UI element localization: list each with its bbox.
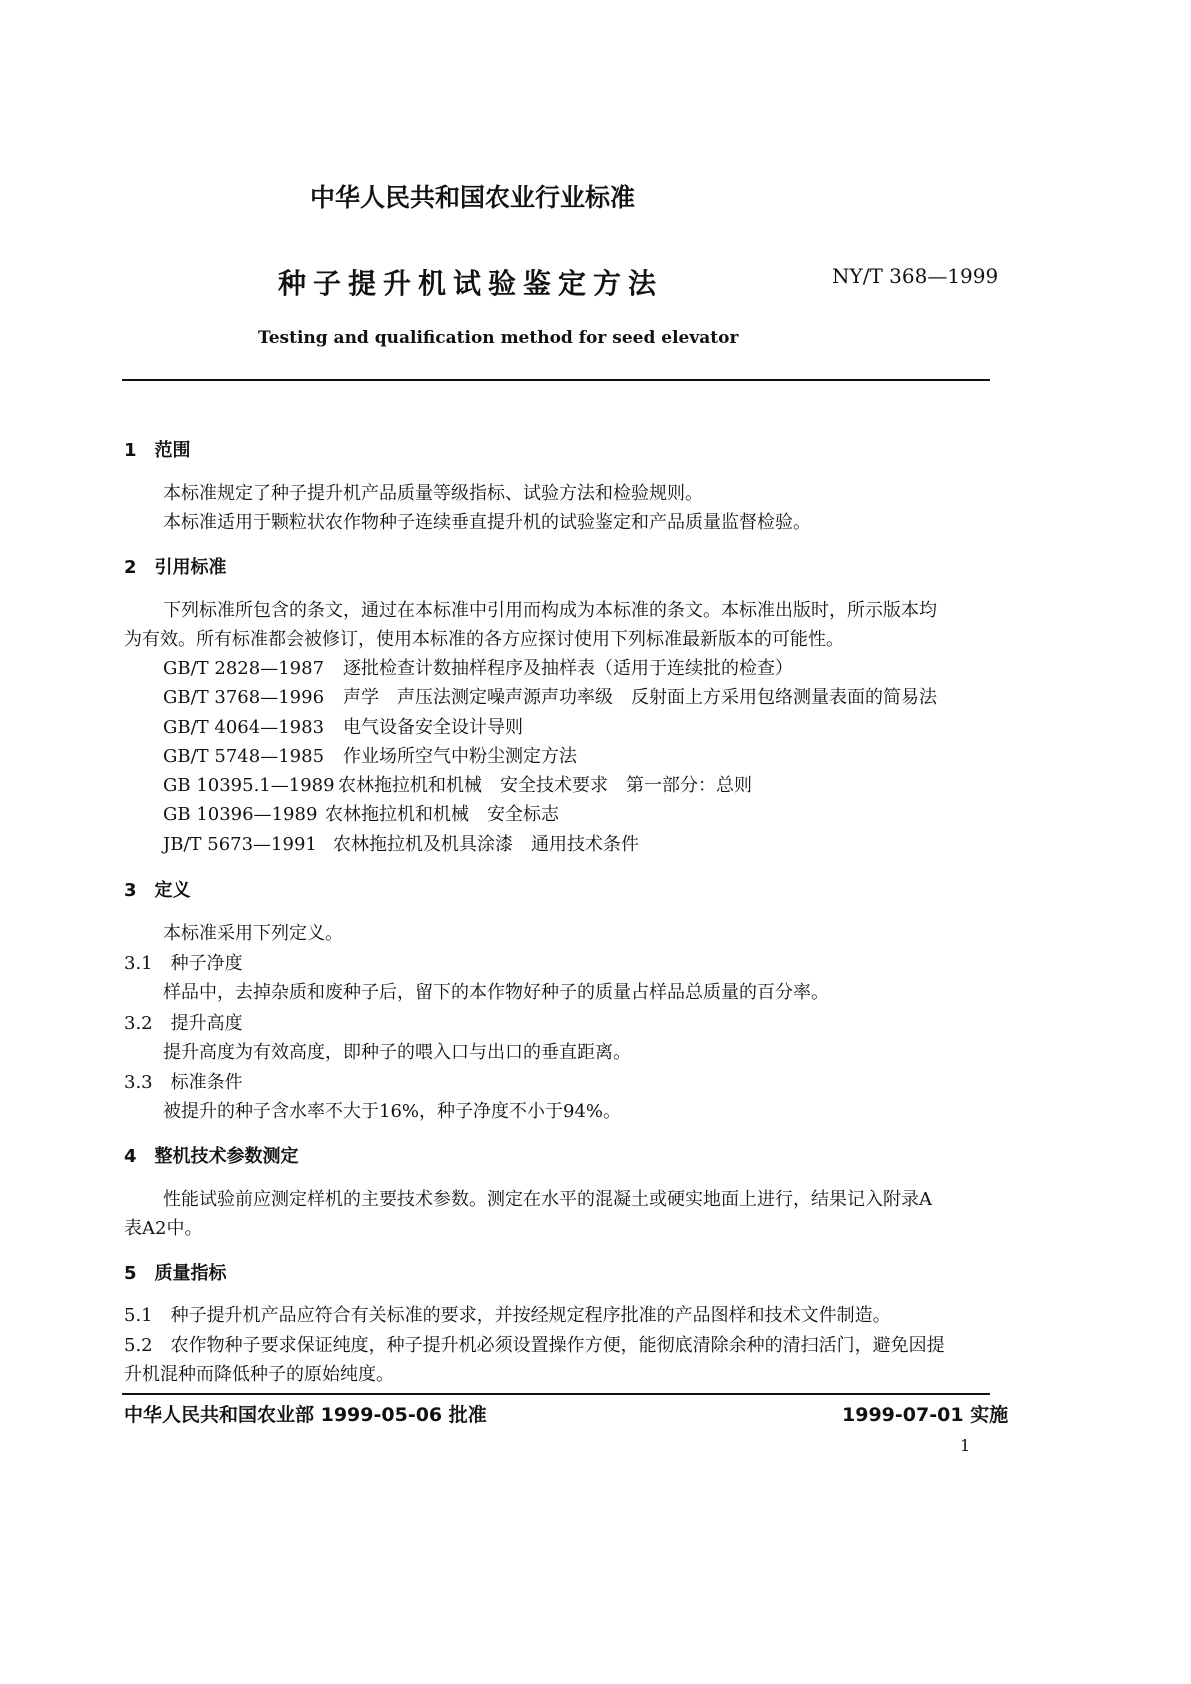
reference-code: GB 10395.1—1989 <box>163 775 335 796</box>
page-number: 1 <box>960 1436 971 1455</box>
reference-code: GB/T 5748—1985 <box>163 746 325 767</box>
reference-code: JB/T 5673—1991 <box>163 834 317 855</box>
implementation-date: 1999-07-01 实施 <box>842 1404 1009 1426</box>
reference-title: 电气设备安全设计导则 <box>343 717 523 738</box>
reference-code: GB/T 2828—1987 <box>163 658 325 679</box>
reference-title: 农林拖拉机和机械 安全技术要求 第一部分：总则 <box>338 775 752 796</box>
section-2-paragraph-line-1: 下列标准所包含的条文，通过在本标准中引用而构成为本标准的条文。本标准出版时，所示版本均 <box>163 600 937 621</box>
section-3-heading: 3 定义 <box>124 880 191 901</box>
reference-item <box>163 800 559 826</box>
approval-line: 中华人民共和国农业部 1999-05-06 批准 <box>124 1404 487 1426</box>
reference-code: GB 10396—1989 <box>163 804 318 825</box>
reference-code: GB/T 4064—1983 <box>163 717 325 738</box>
reference-item <box>163 713 523 739</box>
reference-title: 农林拖拉机和机械 安全标志 <box>325 804 559 825</box>
document-title-chinese: 种子提升机试验鉴定方法 <box>278 267 664 300</box>
footer-divider <box>122 1393 990 1395</box>
document-title-english: Testing and qualification method for seed elevator <box>258 328 739 348</box>
clause-3-3-text: 被提升的种子含水率不大于16%，种子净度不小于94%。 <box>163 1101 622 1122</box>
clause-3-1-title: 3.1 种子净度 <box>124 953 243 974</box>
section-2-paragraph-line-2: 为有效。所有标准都会被修订，使用本标准的各方应探讨使用下列标准最新版本的可能性。 <box>124 629 844 650</box>
reference-title: 声学 声压法测定噪声源声功率级 反射面上方采用包络测量表面的简易法 <box>343 687 937 708</box>
section-1-paragraph-1: 本标准规定了种子提升机产品质量等级指标、试验方法和检验规则。 <box>163 483 703 504</box>
reference-title: 逐批检查计数抽样程序及抽样表（适用于连续批的检查） <box>343 658 793 679</box>
section-4-paragraph-line-2: 表A2中。 <box>124 1218 203 1239</box>
section-4-paragraph-line-1: 性能试验前应测定样机的主要技术参数。测定在水平的混凝土或硬实地面上进行，结果记入附录A <box>163 1189 932 1210</box>
standard-code: NY/T 368—1999 <box>832 264 999 288</box>
reference-code: GB/T 3768—1996 <box>163 687 325 708</box>
clause-3-2-title: 3.2 提升高度 <box>124 1013 243 1034</box>
reference-item <box>163 742 577 768</box>
clause-3-1-text: 样品中，去掉杂质和废种子后，留下的本作物好种子的质量占样品总质量的百分率。 <box>163 982 829 1003</box>
reference-item <box>163 683 937 709</box>
issuing-organization-title: 中华人民共和国农业行业标准 <box>310 183 636 212</box>
reference-title: 农林拖拉机及机具涂漆 通用技术条件 <box>333 834 639 855</box>
section-1-heading: 1 范围 <box>124 440 191 461</box>
clause-5-2-line-2: 升机混种而降低种子的原始纯度。 <box>124 1364 394 1385</box>
section-4-heading: 4 整机技术参数测定 <box>124 1146 299 1167</box>
reference-item <box>163 830 639 856</box>
clause-3-2-text: 提升高度为有效高度，即种子的喂入口与出口的垂直距离。 <box>163 1042 631 1063</box>
clause-3-3-title: 3.3 标准条件 <box>124 1072 243 1093</box>
header-divider <box>122 379 990 381</box>
section-5-heading: 5 质量指标 <box>124 1263 227 1284</box>
reference-title: 作业场所空气中粉尘测定方法 <box>343 746 577 767</box>
section-3-intro: 本标准采用下列定义。 <box>163 923 343 944</box>
reference-item <box>163 771 752 797</box>
clause-5-2-line-1: 5.2 农作物种子要求保证纯度，种子提升机必须设置操作方便，能彻底清除余种的清扫活门，避免因提 <box>124 1335 945 1356</box>
section-2-heading: 2 引用标准 <box>124 557 227 578</box>
section-1-paragraph-2: 本标准适用于颗粒状农作物种子连续垂直提升机的试验鉴定和产品质量监督检验。 <box>163 512 811 533</box>
clause-5-1: 5.1 种子提升机产品应符合有关标准的要求，并按经规定程序批准的产品图样和技术文件制造。 <box>124 1305 891 1326</box>
reference-item <box>163 654 793 680</box>
